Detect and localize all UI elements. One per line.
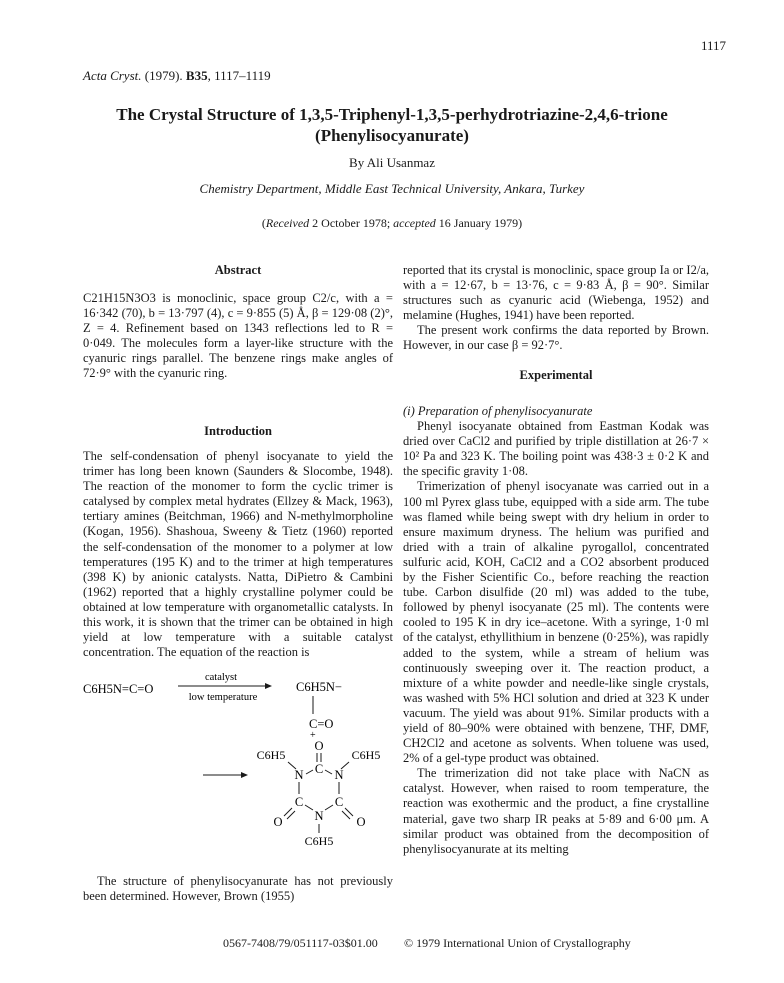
ring-nitrogen-right: N xyxy=(334,768,344,782)
journal-pages: , 1117–1119 xyxy=(207,68,271,83)
ring-nitrogen-left: N xyxy=(294,768,304,782)
catalyst-label: catalyst xyxy=(204,672,238,683)
reactant: C6H5N=C=O xyxy=(83,682,154,696)
ring-carbon-right: C xyxy=(334,795,344,809)
right-paragraph-2: The present work confirms the data reported by Brown. However, in our case β = 92·7°. xyxy=(403,323,709,353)
experimental-text xyxy=(403,404,709,857)
ring-nitrogen-bottom: N xyxy=(314,809,324,823)
positive-charge: + xyxy=(310,730,316,741)
journal-citation xyxy=(83,68,271,84)
abstract-paragraph: C21H15N3O3 is monoclinic, space group C2/c, with a = 16·342 (70), b = 13·797 (4), c = 9·855 (5) Å, β = 129·08 (2)°, Z = 4. Refinement based on 1343 reflections led to R = 0·049. The molecules form a layer-like structure with the cyanuric rings parallel. The benzene rings make angles of 72·9° with the cyanuric ring. xyxy=(83,291,393,381)
copyright: © 1979 International Union of Crystallography xyxy=(404,936,631,950)
abstract-text xyxy=(83,291,393,382)
introduction-paragraph-2: The structure of phenylisocyanurate has not previously been determined. However, Brown (1955) xyxy=(83,874,393,904)
accepted-label: accepted xyxy=(393,216,436,230)
phenyl-bottom: C6H5 xyxy=(304,834,334,848)
experimental-heading: Experimental xyxy=(519,368,593,382)
page-number: 1117 xyxy=(700,38,726,53)
right-column-top xyxy=(403,263,709,354)
bond-c-n-right xyxy=(325,770,332,774)
phenyl-left: C6H5 xyxy=(256,748,286,762)
experimental-subheading: (i) Preparation of phenylisocyanurate xyxy=(403,404,593,418)
intermediate-carbonyl: C=O xyxy=(309,717,334,731)
article-code: 0567-7408/79/051117-03$01.00 xyxy=(223,936,378,950)
bond-c-n-left xyxy=(306,770,313,774)
experimental-paragraph-2: Trimerization of phenyl isocyanate was carried out in a 100 ml Pyrex glass tube, equipped with a side arm. The tube was flamed while being swept with dry helium in order to ensure maximum dryness. The helium was purified and dried with a train of alkaline pyrogallol, concentrated sulfuric acid, KOH, CaCl2 and a CO2 absorbent produced by the Fisher Scientific Co., before reaching the reaction tube. Carbon disulfide (20 ml) was added to the tube, followed by phenyl isocyanate (25 ml). The contents were cooled to 195 K in dry ice–acetone. With a syringe, 1·0 ml of the catalyst, ethyllithium in benzene (0·25%), was rapidly added to the system, while a stream of helium was continuously sweeping over it. The reaction product, a mixture of a white powder and needle-like single crystals, was washed with 5% HCl solution and dried at 323 K under vacuum. The yield was about 91%. Similar products with a yield of 80–90% were obtained with benzene, THF, DMF, CH2Cl2 and acetone as solvents. When toluene was used, 2% of a gel-type product was obtained. xyxy=(403,479,709,766)
abstract-heading: Abstract xyxy=(214,263,262,277)
received-date: 2 October 1978; xyxy=(309,216,394,230)
experimental-paragraph-3: The trimerization did not take place with NaCN as catalyst. However, when raised to room temperature, the reaction was exothermic and the product, a fine crystalline material, gave two sharp IR peaks at 5·89 and 6·00 μm. A similar product was obtained from the decomposition of phenylisocyanurate at its melting xyxy=(403,766,709,856)
introduction-text-continued xyxy=(83,874,393,904)
introduction-paragraph-1: The self-condensation of phenyl isocyanate to yield the trimer has long been known (Saunders & Slocombe, 1948). The reaction of the monomer to form the cyclic trimer is catalysed by complex metal hydrates (Ellzey & Mack, 1963), tertiary amines (Beitchman, 1966) and N-methylmorpholine (Kogan, 1956). Shashoua, Sweeny & Tietz (1960) reported the self-condensation of the monomer to a polymer at low temperatures (195 K) and to the trimer at high temperatures (398 K) by anionic catalysts. Natta, DiPietro & Cambini (1962) reported that a highly crystalline polymer could be obtained at low temperature with organometallic catalysts. In this work, it is shown that the trimer can be obtained in high yield at low temperature with a suitable catalyst concentration. The equation of the reaction is xyxy=(83,449,393,660)
title-line-2: (Phenylisocyanurate) xyxy=(315,126,469,145)
reaction-scheme xyxy=(83,658,393,848)
author: By Ali Usanmaz xyxy=(349,155,435,170)
ring-oxygen-top: O xyxy=(314,739,324,753)
title-line-1: The Crystal Structure of 1,3,5-Triphenyl-1,3,5-perhydrotriazine-2,4,6-trione xyxy=(116,105,668,124)
received-dates xyxy=(0,216,784,231)
product-arrow-head xyxy=(241,772,248,778)
ring-oxygen-right: O xyxy=(356,815,366,829)
affiliation: Chemistry Department, Middle East Technical University, Ankara, Turkey xyxy=(199,181,585,196)
reaction-arrow-head xyxy=(265,683,272,689)
right-paragraph-1: reported that its crystal is monoclinic, space group Ia or I2/a, with a = 12·67, b = 13·76, c = 9·83 Å, β = 90°. Similar structures such as cyanuric acid (Wiebenga, 1952) and melamine (Hughes, 1941) have been reported. xyxy=(403,263,709,323)
introduction-text xyxy=(83,449,393,660)
bond-c-n-bottom-right xyxy=(325,805,333,810)
ring-oxygen-left: O xyxy=(273,815,283,829)
accepted-date: 16 January 1979) xyxy=(435,216,523,230)
condition-label: low temperature xyxy=(188,692,258,703)
intermediate: C6H5N− xyxy=(296,680,342,694)
experimental-paragraph-1: Phenyl isocyanate obtained from Eastman Kodak was dried over CaCl2 and purified by triple distillation at 26·7 × 10² Pa and 323 K. The boiling point was 438·3 ± 0·2 K and the specific gravity 1·08. xyxy=(403,419,709,479)
bond-c-n-bottom-left xyxy=(305,805,313,810)
journal-name: Acta Cryst. xyxy=(83,68,142,83)
journal-year: (1979). xyxy=(141,68,186,83)
paper-title xyxy=(40,104,744,146)
introduction-heading: Introduction xyxy=(204,424,272,438)
ring-carbon-top: C xyxy=(314,762,324,776)
received-open: ( xyxy=(261,216,266,230)
journal-volume: B35 xyxy=(185,68,208,83)
ring-carbon-left: C xyxy=(294,795,304,809)
received-label: Received xyxy=(265,216,310,230)
phenyl-right: C6H5 xyxy=(351,748,381,762)
